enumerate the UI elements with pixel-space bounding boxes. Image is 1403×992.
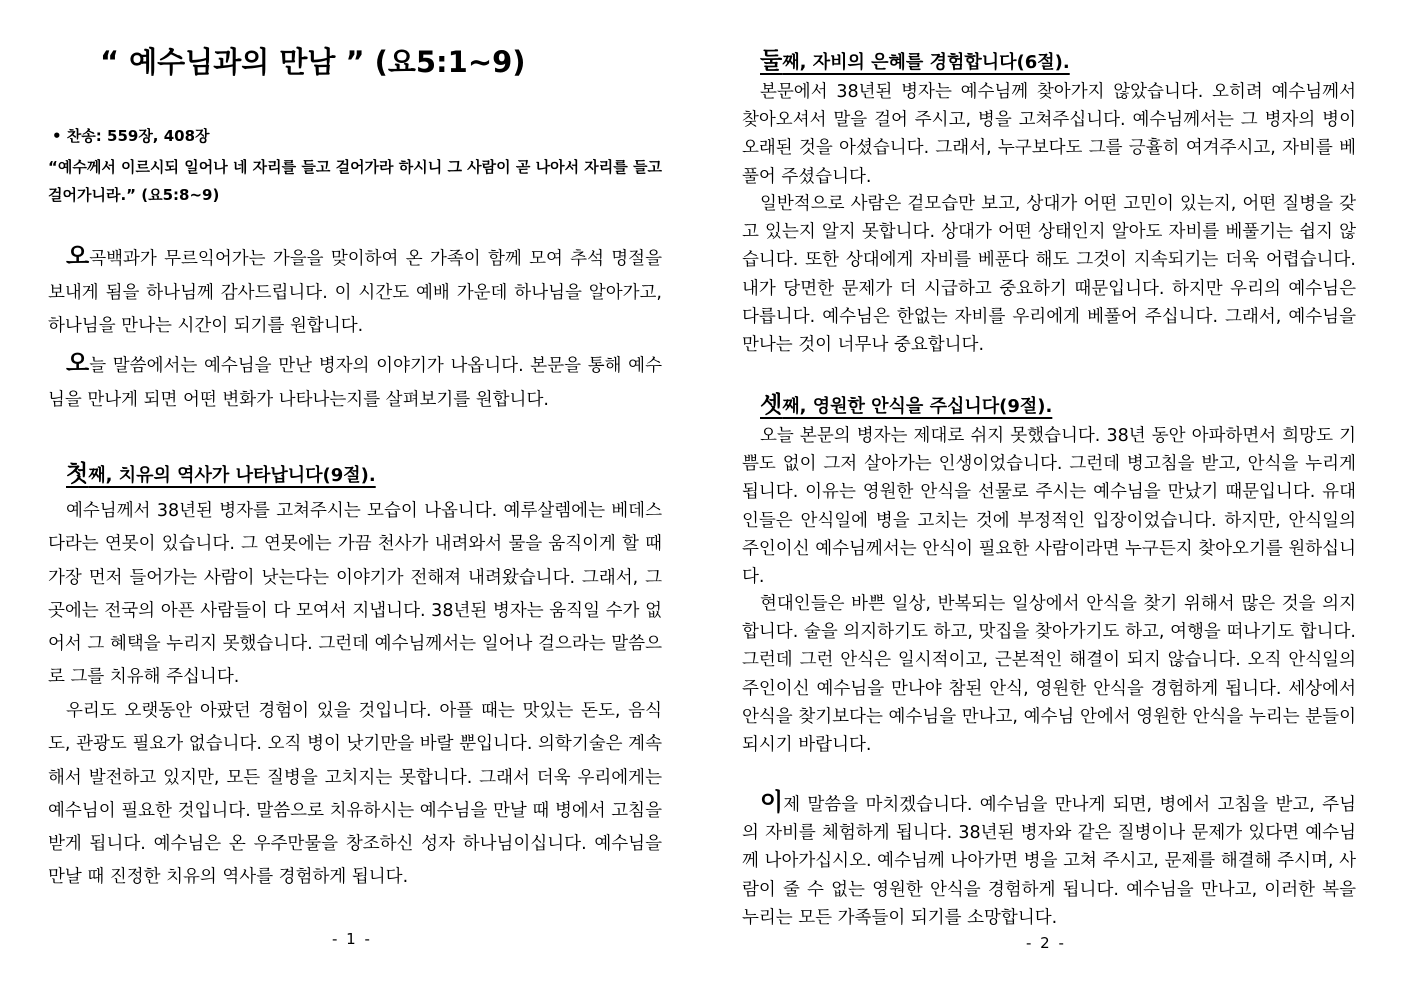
page-number: - 2 - [1026,934,1066,952]
hymn-line: • 찬송: 559장, 408장 [52,127,210,145]
section-2-paragraph-2 [742,190,1356,359]
paragraph-text: 본문에서 38년된 병자는 예수님께 찾아가지 않았습니다. 오히려 예수님께서 찾아오셔서 말을 걸어 주시고, 병을 고쳐주십니다. 예수님께서는 그 병자의 병이 오래된 것을 아셨습니다. 그래서, 누구보다도 그를 긍휼히 여겨주시고, 자비를 베풀어 주셨습니다. [742,82,1356,187]
page-number: - 1 - [332,930,372,948]
intro-paragraph-2 [48,347,662,417]
paragraph-text: 우리도 오랫동안 아팠던 경험이 있을 것입니다. 아플 때는 맛있는 돈도, 음식도, 관광도 필요가 없습니다. 오직 병이 낫기만을 바랄 뿐입니다. 의학기술은 계속해서 발전하고 있지만, 모든 질병을 고치지는 못합니다. 그래서 더욱 우리에게는 예수님이 필요한 것입니다. 말씀으로 치유하시는 예수님을 만날 때 병에서 고침을 받게 됩니다. 예수님은 온 우주만물을 창조하신 성자 하나님이십니다. 예수님을 만날 때 진정한 치유의 역사를 경험하게 됩니다. [48,701,662,888]
heading-text: 째, 영원한 안식을 주십니다(9절). [782,396,1053,417]
page-title: “ 예수님과의 만남 ” (요5:1~9) [100,45,526,79]
section-3-paragraph-2 [742,590,1356,759]
paragraph-text: 곡백과가 무르익어가는 가을을 맞이하여 온 가족이 함께 모여 추석 명절을 보내게 됨을 하나님께 감사드립니다. 이 시간도 예배 가운데 하나님을 알아가고, 하나님을 만나는 시간이 되기를 원합니다. [48,249,662,336]
section-1-paragraph-1 [48,495,662,695]
section-1-heading [66,455,376,488]
paragraph-text: 제 말씀을 마치겠습니다. 예수님을 만나게 되면, 병에서 고침을 받고, 주님의 자비를 체험하게 됩니다. 38년된 병자와 같은 질병이나 문제가 있다면 예수님께 나아가십시오. 예수님께 나아가면 병을 고쳐 주시고, 문제를 해결해 주시며, 사람이 줄 수 없는 영원한 안식을 경험하게 됩니다. 예수님을 만나고, 이러한 복을 누리는 모든 가족들이 되기를 소망합니다. [742,795,1356,928]
intro-paragraph-1 [48,240,662,344]
section-3-paragraph-1 [742,422,1356,591]
key-verse: “예수께서 이르시되 일어나 네 자리를 들고 걸어가라 하시니 그 사람이 곧 나아서 자리를 들고 걸어가니라.” (요5:8~9) [48,158,662,204]
heading-initial: 둘 [760,48,783,74]
drop-initial: 오 [66,242,90,270]
section-2-heading [760,42,1070,75]
heading-text: 째, 치유의 역사가 나타납니다(9절). [88,465,376,486]
section-2-paragraph-1 [742,78,1356,191]
drop-initial: 이 [760,788,784,816]
paragraph-text: 늘 말씀에서는 예수님을 만난 병자의 이야기가 나옵니다. 본문을 통해 예수님을 만나게 되면 어떤 변화가 나타나는지를 살펴보기를 원합니다. [48,356,662,410]
heading-text: 째, 자비의 은혜를 경험합니다(6절). [782,52,1070,73]
paragraph-text: 일반적으로 사람은 겉모습만 보고, 상대가 어떤 고민이 있는지, 어떤 질병을 갖고 있는지 알지 못합니다. 상대가 어떤 상태인지 알아도 자비를 베풀기는 쉽지 않습니다. 또한 상대에게 자비를 베푼다 해도 그것이 지속되기는 더욱 어렵습니다. 내가 당면한 문제가 더 시급하고 중요하기 때문입니다. 하지만 우리의 예수님은 다릅니다. 예수님은 한없는 자비를 우리에게 베풀어 주십니다. 그래서, 예수님을 만나는 것이 너무나 중요합니다. [742,194,1356,356]
paragraph-text: 오늘 본문의 병자는 제대로 쉬지 못했습니다. 38년 동안 아파하면서 희망도 기쁨도 없이 그저 살아가는 인생이었습니다. 그런데 병고침을 받고, 안식을 누리게 됩니다. 이유는 영원한 안식을 선물로 주시는 예수님을 만났기 때문입니다. 유대인들은 안식일에 병을 고치는 것에 부정적인 입장이었습니다. 하지만, 안식일의 주인이신 예수님께서는 안식이 필요한 사람이라면 누구든지 찾아오기를 원하십니다. [742,426,1356,588]
drop-initial: 오 [66,349,90,377]
section-1-paragraph-2 [48,695,662,895]
paragraph-text: 예수님께서 38년된 병자를 고쳐주시는 모습이 나옵니다. 예루살렘에는 베데스다라는 연못이 있습니다. 그 연못에는 가끔 천사가 내려와서 물을 움직이게 할 때 가장 먼저 들어가는 사람이 낫는다는 이야기가 전해져 내려왔습니다. 그래서, 그곳에는 전국의 아픈 사람들이 다 모여서 지냅니다. 38년된 병자는 움직일 수가 없어서 그 혜택을 누리지 못했습니다. 그런데 예수님께서는 일어나 걸으라는 말씀으로 그를 치유해 주십니다. [48,501,662,688]
section-3-heading [760,386,1052,419]
closing-paragraph [742,788,1356,932]
heading-initial: 첫 [66,461,89,487]
heading-initial: 셋 [760,392,783,418]
paragraph-text: 현대인들은 바쁜 일상, 반복되는 일상에서 안식을 찾기 위해서 많은 것을 의지합니다. 술을 의지하기도 하고, 맛집을 찾아가기도 하고, 여행을 떠나기도 합니다. 그런데 그런 안식은 일시적이고, 근본적인 해결이 되지 않습니다. 오직 안식일의 주인이신 예수님을 만나야 참된 안식, 영원한 안식을 경험하게 됩니다. 세상에서 안식을 찾기보다는 예수님을 만나고, 예수님 안에서 영원한 안식을 누리는 분들이 되시기 바랍니다. [742,594,1356,756]
